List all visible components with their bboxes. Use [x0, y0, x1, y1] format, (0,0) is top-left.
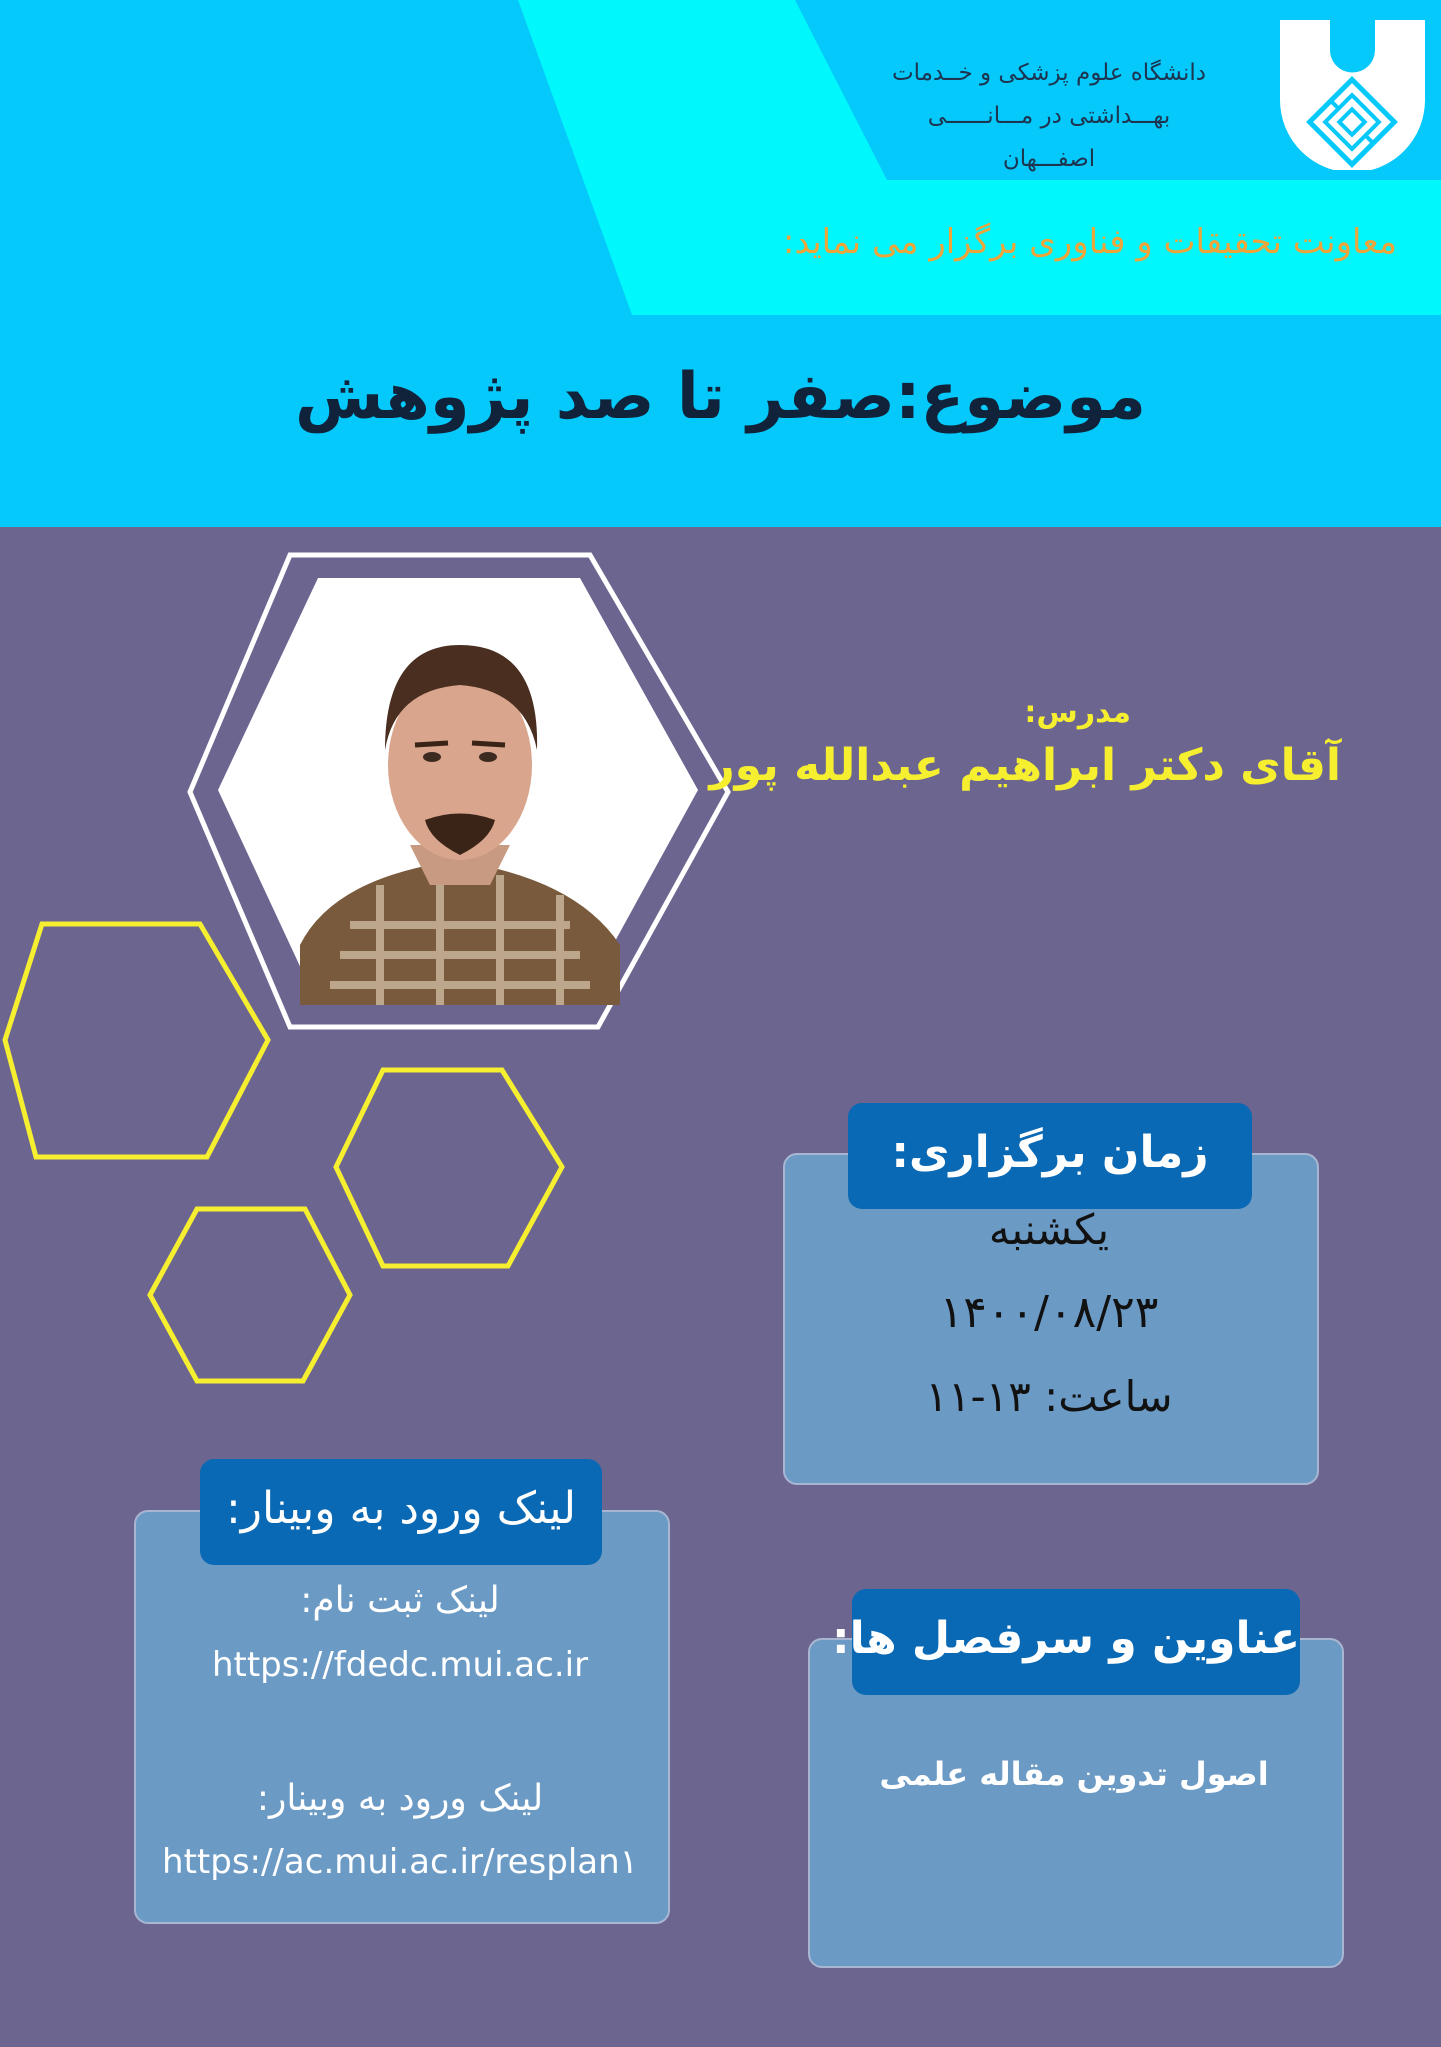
register-link[interactable]: https://fdedc.mui.ac.ir	[211, 1645, 589, 1685]
decorative-hexagons	[0, 900, 580, 1400]
university-line-2: بهـــداشتی در مـــانــــــی	[927, 103, 1171, 129]
university-seal-icon	[1280, 20, 1425, 170]
enter-label: لینک ورود به وبینار:	[256, 1778, 544, 1819]
subject-title: موضوع:صفر تا صد پژوهش	[295, 360, 1146, 434]
schedule-date: ۱۴۰۰/۰۸/۲۳	[939, 1287, 1159, 1338]
hexagon-small	[150, 1209, 350, 1381]
schedule-time: ساعت: ۱۳-۱۱	[925, 1372, 1173, 1421]
register-label: لینک ثبت نام:	[300, 1580, 500, 1621]
webinar-link[interactable]: https://ac.mui.ac.ir/resplan۱	[162, 1842, 638, 1882]
header-decoration	[0, 0, 1441, 527]
hexagon-medium	[336, 1070, 562, 1266]
instructor-name: آقای دکتر ابراهیم عبدالله پور	[709, 740, 1341, 791]
topic-item: اصول تدوین مقاله علمی	[879, 1755, 1269, 1793]
schedule-day: یکشنبه	[988, 1205, 1110, 1254]
hexagon-large	[5, 924, 268, 1157]
webinar-title: لینک ورود به وبینار:	[200, 1459, 602, 1565]
university-name	[889, 52, 1209, 181]
university-line-3: اصفـــهان	[1002, 146, 1096, 172]
schedule-title: زمان برگزاری:	[848, 1103, 1252, 1209]
organizer-text: معاونت تحقیقات و فناوری برگزار می نماید:	[782, 222, 1397, 262]
university-line-1: دانشگاه علوم پزشکی و خــدمات	[891, 60, 1207, 86]
topics-title: عناوین و سرفصل ها:	[852, 1589, 1300, 1695]
instructor-label: مدرس:	[1024, 695, 1131, 730]
